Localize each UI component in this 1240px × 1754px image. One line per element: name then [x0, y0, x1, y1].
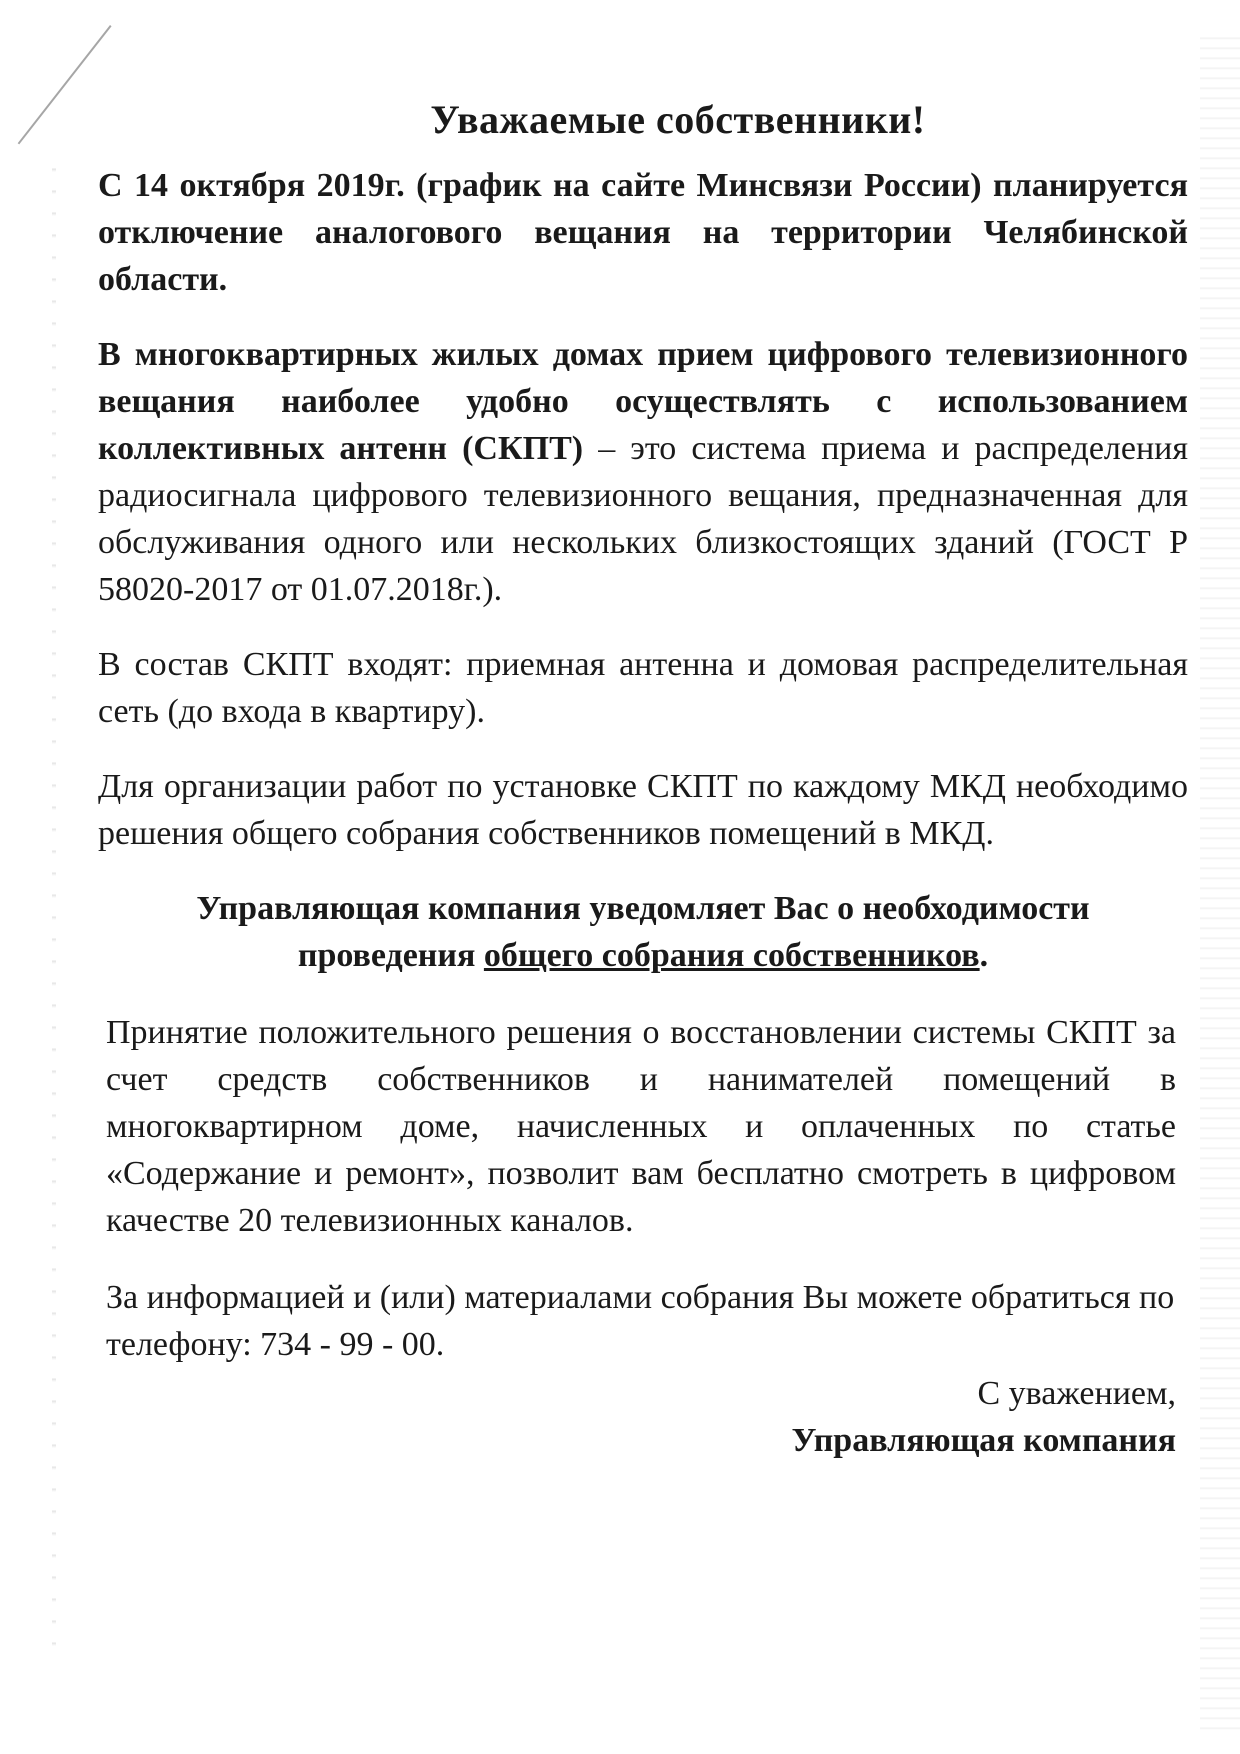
scan-artifact-left: [52, 150, 56, 1650]
notice-text: Управляющая компания уведомляет Вас о необходимости проведения: [196, 890, 1090, 974]
paragraph-skpt-bold: В многоквартирных жилых домах прием цифрового телевизионного вещания наиболее удобно осуществлять с использованием коллективных антенн (СКПТ): [98, 336, 1188, 467]
lower-section: [98, 1009, 1176, 1464]
scan-artifact-right: [1200, 30, 1240, 1730]
notice-underlined: общего собрания собственников: [483, 937, 980, 974]
paragraph-meeting-requirement: Для организации работ по установке СКПТ по каждому МКД необходимо решения общего собрания собственников помещений в МКД.: [98, 768, 1188, 852]
paragraph-skpt-composition: В состав СКПТ входят: приемная антенна и домовая распределительная сеть (до входа в квартиру).: [98, 646, 1188, 730]
paragraph-decision-benefit: Принятие положительного решения о восстановлении системы СКПТ за счет средств собственников и нанимателей помещений в многоквартирном доме, начисленных и оплаченных по статье «Содержание и ремонт», позволит вам бесплатно смотреть в цифровом качестве 20 телевизионных каналов.: [106, 1014, 1176, 1239]
paragraph-skpt-definition: [98, 331, 1188, 613]
notice-heading: [98, 885, 1188, 979]
signature: Управляющая компания: [791, 1422, 1176, 1459]
paragraph-announcement: С 14 октября 2019г. (график на сайте Минсвязи России) планируется отключение аналогового вещания на территории Челябинской области.: [98, 167, 1188, 298]
closing-line: С уважением,: [977, 1375, 1176, 1412]
document-body: [98, 92, 1188, 1464]
paragraph-skpt-rest: – это система приема и распределения радиосигнала цифрового телевизионного вещания, предназначенная для обслуживания одного или нескольких близкостоящих зданий (ГОСТ Р 58020-2017 от 01.07.2018г.).: [98, 430, 1188, 608]
document-title: Уважаемые собственники!: [430, 97, 926, 142]
paragraph-contact: За информацией и (или) материалами собрания Вы можете обратиться по телефону: 734 - 99 - 00.: [106, 1279, 1175, 1363]
notice-end: .: [979, 937, 989, 974]
